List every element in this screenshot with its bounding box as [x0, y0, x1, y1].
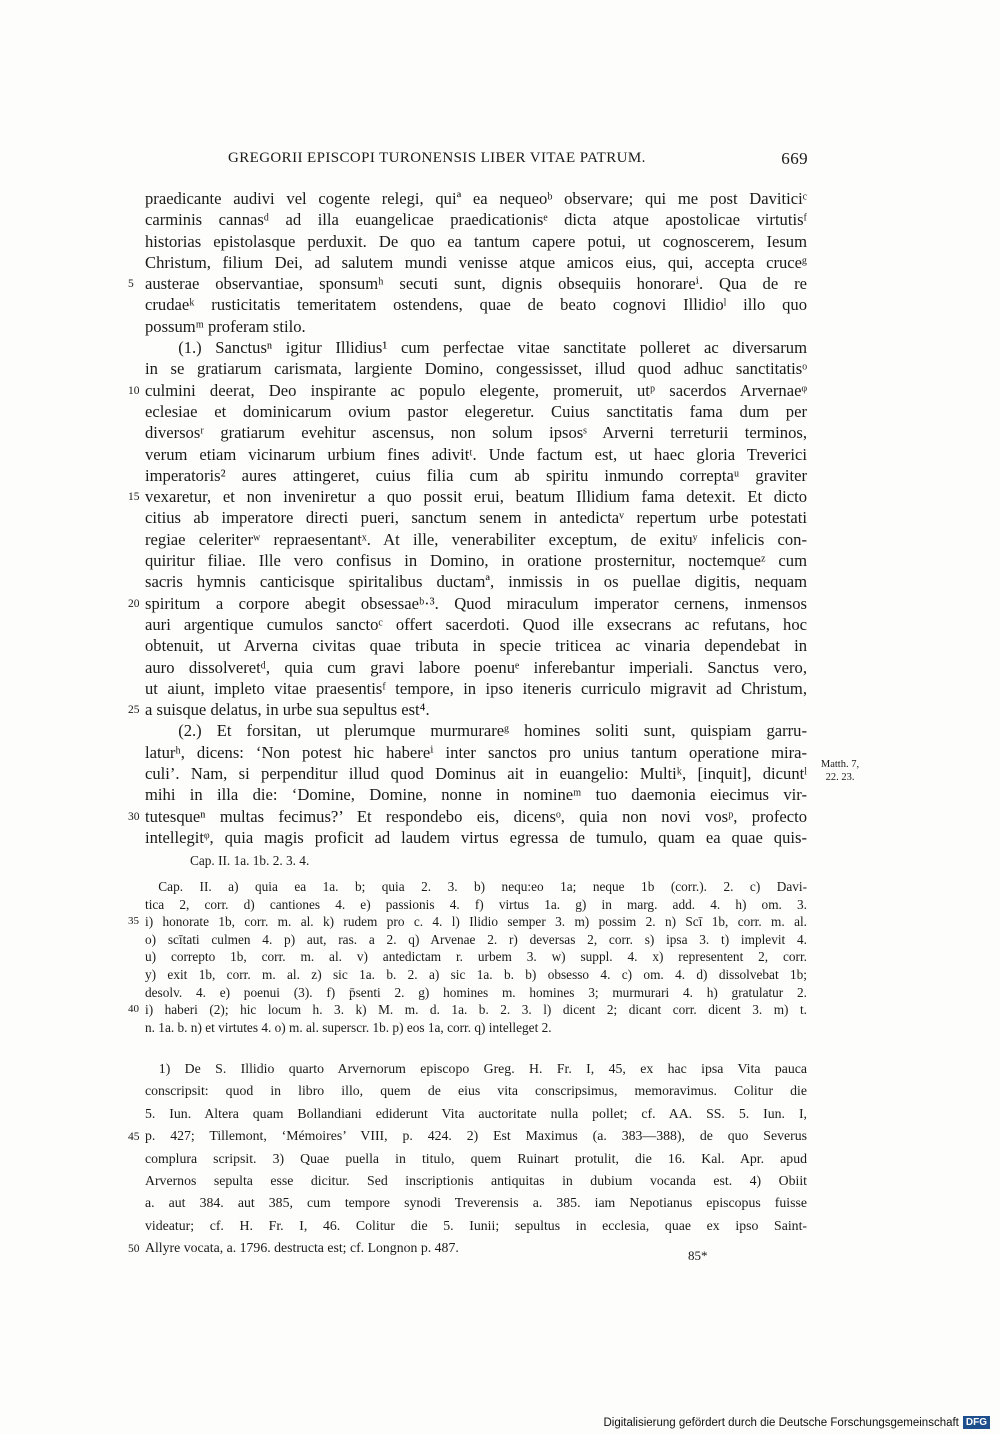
text-line	[128, 593, 807, 614]
digitization-text: Digitalisierung gefördert durch die Deutsche Forschungsgemeinschaft	[603, 1416, 959, 1429]
line-number: 20	[128, 597, 140, 610]
line-text: quiritur filiae. Ille vero confisus in Domino, in oratione prosternitur, noctemqueᶻ cum	[145, 551, 807, 571]
text-line	[145, 465, 807, 486]
margin-reference	[815, 758, 865, 784]
footnote-line	[145, 1080, 807, 1102]
text-line	[145, 401, 807, 422]
line-text: p. 427; Tillemont, ‘Mémoires’ VIII, p. 424. 2) Est Maximus (a. 383—388), de quo Severus	[145, 1128, 807, 1144]
line-number: 25	[128, 704, 140, 717]
line-text: u) correpto 1b, corr. m. al. v) antedictam r. urbem 3. w) suppl. 4. x) representent 2, corr.	[145, 949, 807, 965]
line-text: spiritum a corpore abegit obsessaeᵇ·³. Quod miraculum imperator cernens, inmensos	[145, 593, 807, 613]
line-text: tica 2, corr. d) cantiones 4. e) passionis 4. f) virtus 1a. g) in marg. add. 4. h) om. 3.	[145, 896, 807, 912]
line-number: 15	[128, 491, 140, 504]
text-line	[145, 358, 807, 379]
footnote-line	[145, 1058, 807, 1080]
manuscript-sigla-line: Cap. II. 1a. 1b. 2. 3. 4.	[190, 853, 310, 868]
text-line	[145, 742, 807, 763]
line-text: imperatoris² aures attingeret, cuius filia cum ab spiritu inmundo correptaᵘ graviter	[145, 465, 807, 485]
line-text: complura scripsit. 3) Quae puella in titulo, quem Ruinart protulit, die 16. Kal. Apr. apud	[145, 1150, 807, 1166]
text-line	[145, 550, 807, 571]
line-number: 30	[128, 810, 140, 823]
line-number: 45	[128, 1131, 140, 1144]
margin-reference-line: Matth. 7,	[820, 759, 860, 770]
line-text: Arvernos sepulta esse dicitur. Sed inscriptionis antiquitas in dubium vocanda est. 4) Obiit	[145, 1172, 807, 1188]
text-line	[145, 209, 807, 230]
main-text	[128, 188, 807, 848]
footnote-line	[145, 1148, 807, 1170]
line-text: a suisque delatus, in urbe sua sepultus est⁴.	[145, 700, 430, 720]
line-text: austerae observantiae, sponsumʰ secuti sunt, dignis obsequiis honorareⁱ. Qua de re	[145, 274, 807, 294]
footnote-line	[145, 1215, 807, 1237]
page-number: 669	[781, 149, 808, 168]
text-line	[145, 188, 807, 209]
line-text: 5. Iun. Altera quam Bollandiani ediderunt Vita auctoritate nulla pollet; cf. AA. SS. 5. Iun. I,	[145, 1105, 807, 1121]
line-text: videatur; cf. H. Fr. I, 46. Colitur die 5. Iunii; sepultus in ecclesia, quae ex ipso Saint-	[145, 1217, 807, 1233]
line-text: n. 1a. b. n) et virtutes 4. o) m. al. superscr. 1b. p) eos 1a, corr. q) intelleget 2.	[145, 1019, 552, 1035]
line-text: intellegitᵠ, quia magis proficit ad laudem virtus egressa de tumulo, quam ea quae quis-	[145, 827, 807, 847]
line-number: 5	[128, 278, 134, 291]
footnote-line	[128, 1125, 807, 1147]
text-line	[145, 614, 807, 635]
critical-apparatus	[128, 878, 807, 1036]
footnote-line	[145, 1103, 807, 1125]
text-line	[128, 380, 807, 401]
line-text: ut aiunt, impleto vitae praesentisᶠ tempore, in ipso iteneris curriculo migravit ad Christum,	[145, 678, 807, 698]
line-text: citius ab imperatore directi pueri, sanctum senem in antedictaᵛ repertum urbe potestati	[145, 508, 807, 528]
apparatus-line	[145, 931, 807, 949]
line-text: vexaretur, et non inveniretur a quo possit erui, beatum Illidium fama detexit. Et dicto	[145, 487, 807, 507]
dfg-logo: DFG	[963, 1416, 990, 1429]
line-number: 10	[128, 384, 140, 397]
text-line	[145, 316, 807, 337]
text-line	[128, 273, 807, 294]
line-text: in se gratiarum carismata, largiente Domino, congessisset, illud quod adhuc sanctitatisᵒ	[145, 359, 807, 379]
line-text: eclesiae et dominicarum ovium pastor elegeretur. Cuius sanctitatis fama dum per	[145, 401, 807, 421]
text-line	[145, 571, 807, 592]
text-line	[145, 337, 807, 358]
line-number: 35	[128, 915, 139, 928]
line-number: 40	[128, 1003, 139, 1016]
apparatus-line	[145, 966, 807, 984]
footnotes	[128, 1058, 807, 1260]
text-line	[128, 806, 807, 827]
line-text: Christum, filium Dei, ad salutem mundi venisse atque amicos eius, qui, accepta cruceᵍ	[145, 252, 807, 272]
line-text: i) haberi (2); hic locum h. 3. k) M. m. d. 1a. b. 2. 3. l) dicent 2; dicant corr. dicent 3. m) t.	[145, 1002, 807, 1018]
text-line	[145, 784, 807, 805]
line-number: 50	[128, 1243, 140, 1256]
line-text: (1.) Sanctusⁿ igitur Illidius¹ cum perfectae vitae sanctitate polleret ac diversarum	[145, 338, 807, 358]
line-text: tutesqueⁿ multas fecimus?’ Et respondebo eis, dicensᵒ, quia non novi vosᵖ, profecto	[145, 806, 807, 826]
line-text: verum etiam vicinarum urbium fines adivitᵗ. Unde factum est, ut haec gloria Treverici	[145, 444, 807, 464]
apparatus-line	[145, 948, 807, 966]
apparatus-line	[145, 896, 807, 914]
line-text: diversosʳ gratiarum evehitur ascensus, non solum ipsosˢ Arverni terreturii terminos,	[145, 423, 807, 443]
line-text: auri argentique cumulos sanctoᶜ offert sacerdoti. Quod ille exsecrans ac refutans, hoc	[145, 614, 807, 634]
signature-mark: 85*	[688, 1248, 708, 1263]
line-text: conscripsit: quod in libro illo, quem de eius vita conscripsimus, memoravimus. Colitur die	[145, 1083, 807, 1099]
line-text: auro dissolveretᵈ, quia cum gravi labore poenuᵉ inferebantur imperiali. Sanctus vero,	[145, 657, 807, 677]
text-line	[145, 657, 807, 678]
line-text: regiae celeriterʷ repraesentantˣ. At ille, venerabiliter exceptum, de exituʸ infelicis con-	[145, 529, 807, 549]
line-text: obtenuit, ut Arverna civitas quae tributa in specie triticea ac vinaria dependebat in	[145, 636, 807, 656]
apparatus-line	[145, 1019, 807, 1037]
text-line	[145, 529, 807, 550]
apparatus-line	[145, 878, 807, 896]
line-text: y) exit 1b, corr. m. al. z) sic 1a. b. 2. a) sic 1a. b. b) obsesso 4. c) om. 4. d) dissolvebat 1b;	[145, 966, 807, 982]
text-line	[145, 422, 807, 443]
line-text: o) scītati culmen 4. p) aut, ras. a 2. q) Arvenae 2. r) deversas 2, corr. s) ipsa 3. t) implevit 4.	[145, 931, 807, 947]
text-line	[145, 294, 807, 315]
running-title: GREGORII EPISCOPI TURONENSIS LIBER VITAE PATRUM.	[228, 150, 646, 166]
text-line	[145, 678, 807, 699]
footnote-line	[145, 1192, 807, 1214]
line-text: possumᵐ proferam stilo.	[145, 316, 306, 336]
text-line	[128, 699, 807, 720]
text-line	[145, 827, 807, 848]
apparatus-line	[145, 984, 807, 1002]
line-text: historias epistolasque perduxit. De quo ea tantum capere potui, ut cognoscerem, Iesum	[145, 231, 807, 251]
text-line	[128, 486, 807, 507]
margin-reference-line: 22. 23.	[825, 772, 855, 783]
line-text: carminis cannasᵈ ad illa euangelicae praedicationisᵉ dicta atque apostolicae virtutisᶠ	[145, 210, 807, 230]
line-text: culi’. Nam, si perpenditur illud quod Dominus ait in euangelio: Multiᵏ, [inquit], dicuntˡ	[145, 764, 807, 784]
text-line	[145, 763, 807, 784]
text-line	[145, 252, 807, 273]
line-text: Allyre vocata, a. 1796. destructa est; cf. Longnon p. 487.	[145, 1240, 459, 1256]
line-text: Cap. II. a) quia ea 1a. b; quia 2. 3. b) nequ:eo 1a; neque 1b (corr.). 2. c) Davi-	[145, 879, 807, 894]
text-line	[145, 720, 807, 741]
line-text: crudaeᵏ rusticitatis temeritatem ostendens, quae de beato cognovi Illidioˡ illo quo	[145, 295, 807, 315]
line-text: 1) De S. Illidio quarto Arvernorum episcopo Greg. H. Fr. I, 45, ex hac ipsa Vita pauca	[145, 1061, 807, 1076]
text-line	[145, 444, 807, 465]
apparatus-line	[128, 1001, 807, 1019]
line-text: culmini deerat, Deo inspirante ac populo elegente, promeruit, utᵖ sacerdos Arvernaeᵠ	[145, 380, 807, 400]
line-text: i) honorate 1b, corr. m. al. k) rudem pro c. 4. l) Ilidio semper 3. m) possim 2. n) Scī 1b, corr. m. al.	[145, 914, 807, 930]
line-text: laturʰ, dicens: ‘Non potest hic habereⁱ inter sanctos pro unius tantum operatione mira-	[145, 742, 807, 762]
text-line	[145, 231, 807, 252]
line-text: praedicante audivi vel cogente relegi, quiª ea nequeoᵇ observare; qui me post Daviticiᶜ	[145, 189, 807, 208]
digitization-notice	[603, 1416, 990, 1429]
line-text: a. aut 384. aut 385, cum tempore synodi Treverensis a. 385. iam Nepotianus episcopus fuisse	[145, 1195, 807, 1211]
line-text: mihi in illa die: ‘Domine, Domine, nonne in nomineᵐ tuo daemonia eiecimus vir-	[145, 785, 807, 805]
line-text: (2.) Et forsitan, ut plerumque murmurareᵍ homines soliti sunt, quispiam garru-	[145, 721, 807, 741]
apparatus-line	[128, 913, 807, 931]
footnote-line	[145, 1170, 807, 1192]
footnote-line	[128, 1237, 807, 1259]
line-text: sacris hymnis canticisque spiritalibus ductamª, inmissis in os puellae digitis, nequam	[145, 572, 807, 592]
text-line	[145, 507, 807, 528]
line-text: desolv. 4. e) poenui (3). f) p̄senti 2. g) homines m. homines 3; murmurari 4. h) gratulatur 2.	[145, 984, 807, 1000]
text-line	[145, 635, 807, 656]
